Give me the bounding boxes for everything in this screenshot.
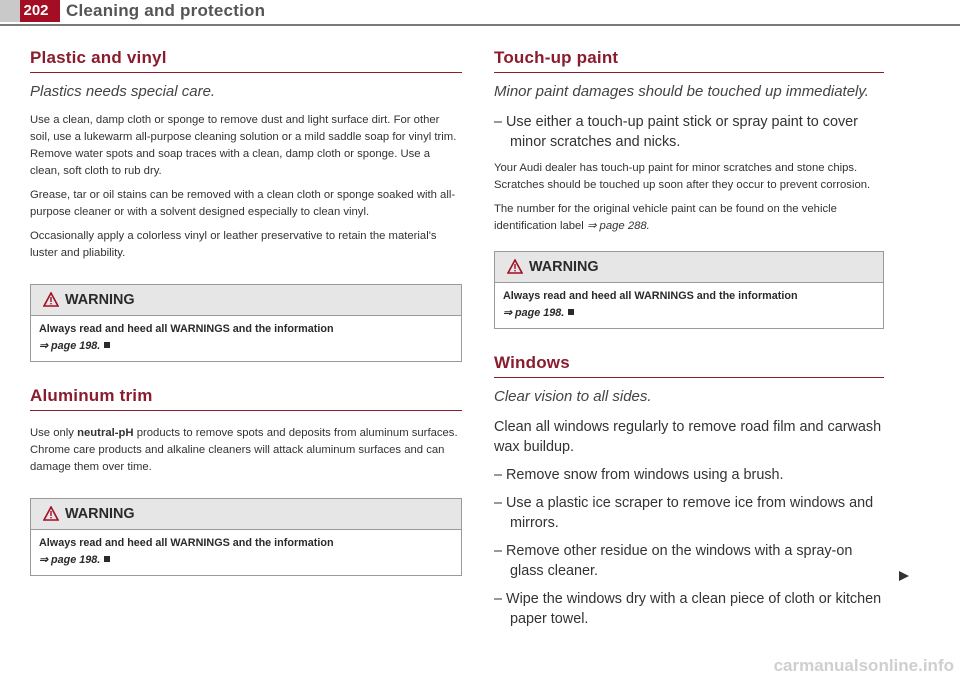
right-column bbox=[494, 48, 884, 637]
paragraph: Grease, tar or oil stains can be removed with a clean cloth or sponge soaked with all-purpose cleaner or with a solvent designed especially to clean vinyl. bbox=[30, 189, 456, 218]
chapter-title: Cleaning and protection bbox=[66, 1, 266, 20]
warning-text: Always read and heed all WARNINGS and the information bbox=[39, 323, 334, 335]
paragraph bbox=[494, 201, 884, 235]
warning-header bbox=[495, 252, 883, 283]
section-subtitle-windows: Clear vision to all sides. bbox=[494, 388, 652, 405]
paragraph: Your Audi dealer has touch-up paint for minor scratches and stone chips. Scratches should be touched up soon after they occur to prevent corrosion. bbox=[494, 162, 871, 191]
paragraph: Occasionally apply a colorless vinyl or leather preservative to retain the material's luster and pliability. bbox=[30, 230, 437, 259]
warning-label: WARNING bbox=[65, 506, 135, 522]
page-reference-link[interactable]: ⇒ page 198. bbox=[39, 554, 101, 566]
warning-label: WARNING bbox=[65, 292, 135, 308]
warning-triangle-icon bbox=[43, 292, 59, 307]
section-subtitle-touchup: Minor paint damages should be touched up immediately. bbox=[494, 83, 869, 100]
section-title-windows: Windows bbox=[494, 353, 884, 378]
warning-text: Always read and heed all WARNINGS and the information bbox=[39, 537, 334, 549]
paragraph bbox=[30, 425, 462, 476]
end-of-section-mark bbox=[104, 556, 110, 562]
header-rule bbox=[0, 24, 960, 26]
page-number: 202 bbox=[23, 2, 49, 19]
list-item: – Use a plastic ice scraper to remove ice from windows and mirrors. bbox=[494, 495, 874, 531]
left-column bbox=[30, 48, 462, 600]
warning-body bbox=[31, 530, 461, 575]
paragraph: Clean all windows regularly to remove road film and carwash wax buildup. bbox=[494, 419, 882, 455]
section-title-plastic: Plastic and vinyl bbox=[30, 48, 462, 73]
paragraph: Use a clean, damp cloth or sponge to remove dust and light surface dirt. For other soil, use a lukewarm all-purpose cleaning solution or a mild saddle soap for vinyl trim. Remove water spots and soap traces with a clean, damp cloth or sponge. Use a clean, soft cloth to rub dry. bbox=[30, 114, 457, 177]
warning-box bbox=[30, 284, 462, 362]
section-title-touchup: Touch-up paint bbox=[494, 48, 884, 73]
list-item: – Remove snow from windows using a brush. bbox=[494, 467, 784, 483]
section-subtitle-plastic: Plastics needs special care. bbox=[30, 83, 216, 100]
page-reference-link[interactable]: ⇒ page 198. bbox=[503, 307, 565, 319]
list-item: – Wipe the windows dry with a clean piece of cloth or kitchen paper towel. bbox=[494, 591, 882, 627]
page-reference-link[interactable]: ⇒ page 288. bbox=[586, 220, 650, 232]
warning-triangle-icon bbox=[507, 259, 523, 274]
section-title-aluminum: Aluminum trim bbox=[30, 386, 462, 411]
warning-header bbox=[31, 285, 461, 316]
warning-body bbox=[495, 283, 883, 328]
page-number-badge bbox=[0, 0, 60, 22]
warning-body bbox=[31, 316, 461, 361]
text-run: The number for the original vehicle paint can be found on the vehicle identification label bbox=[494, 203, 837, 232]
list-item: – Use either a touch-up paint stick or spray paint to cover minor scratches and nicks. bbox=[494, 114, 858, 150]
page-reference-link[interactable]: ⇒ page 198. bbox=[39, 340, 101, 352]
continue-arrow-icon bbox=[898, 570, 910, 582]
warning-box bbox=[494, 251, 884, 329]
text-run: products to remove spots and deposits from aluminum surfaces. Chrome care products and alkaline cleaners will attack aluminum surfaces and can damage them over time. bbox=[30, 427, 458, 473]
list-item: – Remove other residue on the windows with a spray-on glass cleaner. bbox=[494, 543, 853, 579]
watermark: carmanualsonline.info bbox=[773, 656, 954, 675]
page-number-strip bbox=[0, 0, 20, 22]
warning-box bbox=[30, 498, 462, 576]
end-of-section-mark bbox=[568, 309, 574, 315]
text-run: Use only bbox=[30, 427, 78, 439]
warning-text: Always read and heed all WARNINGS and the information bbox=[503, 290, 798, 302]
warning-header bbox=[31, 499, 461, 530]
end-of-section-mark bbox=[104, 342, 110, 348]
warning-label: WARNING bbox=[529, 259, 599, 275]
emphasis-text: neutral-pH bbox=[77, 427, 134, 439]
warning-triangle-icon bbox=[43, 506, 59, 521]
